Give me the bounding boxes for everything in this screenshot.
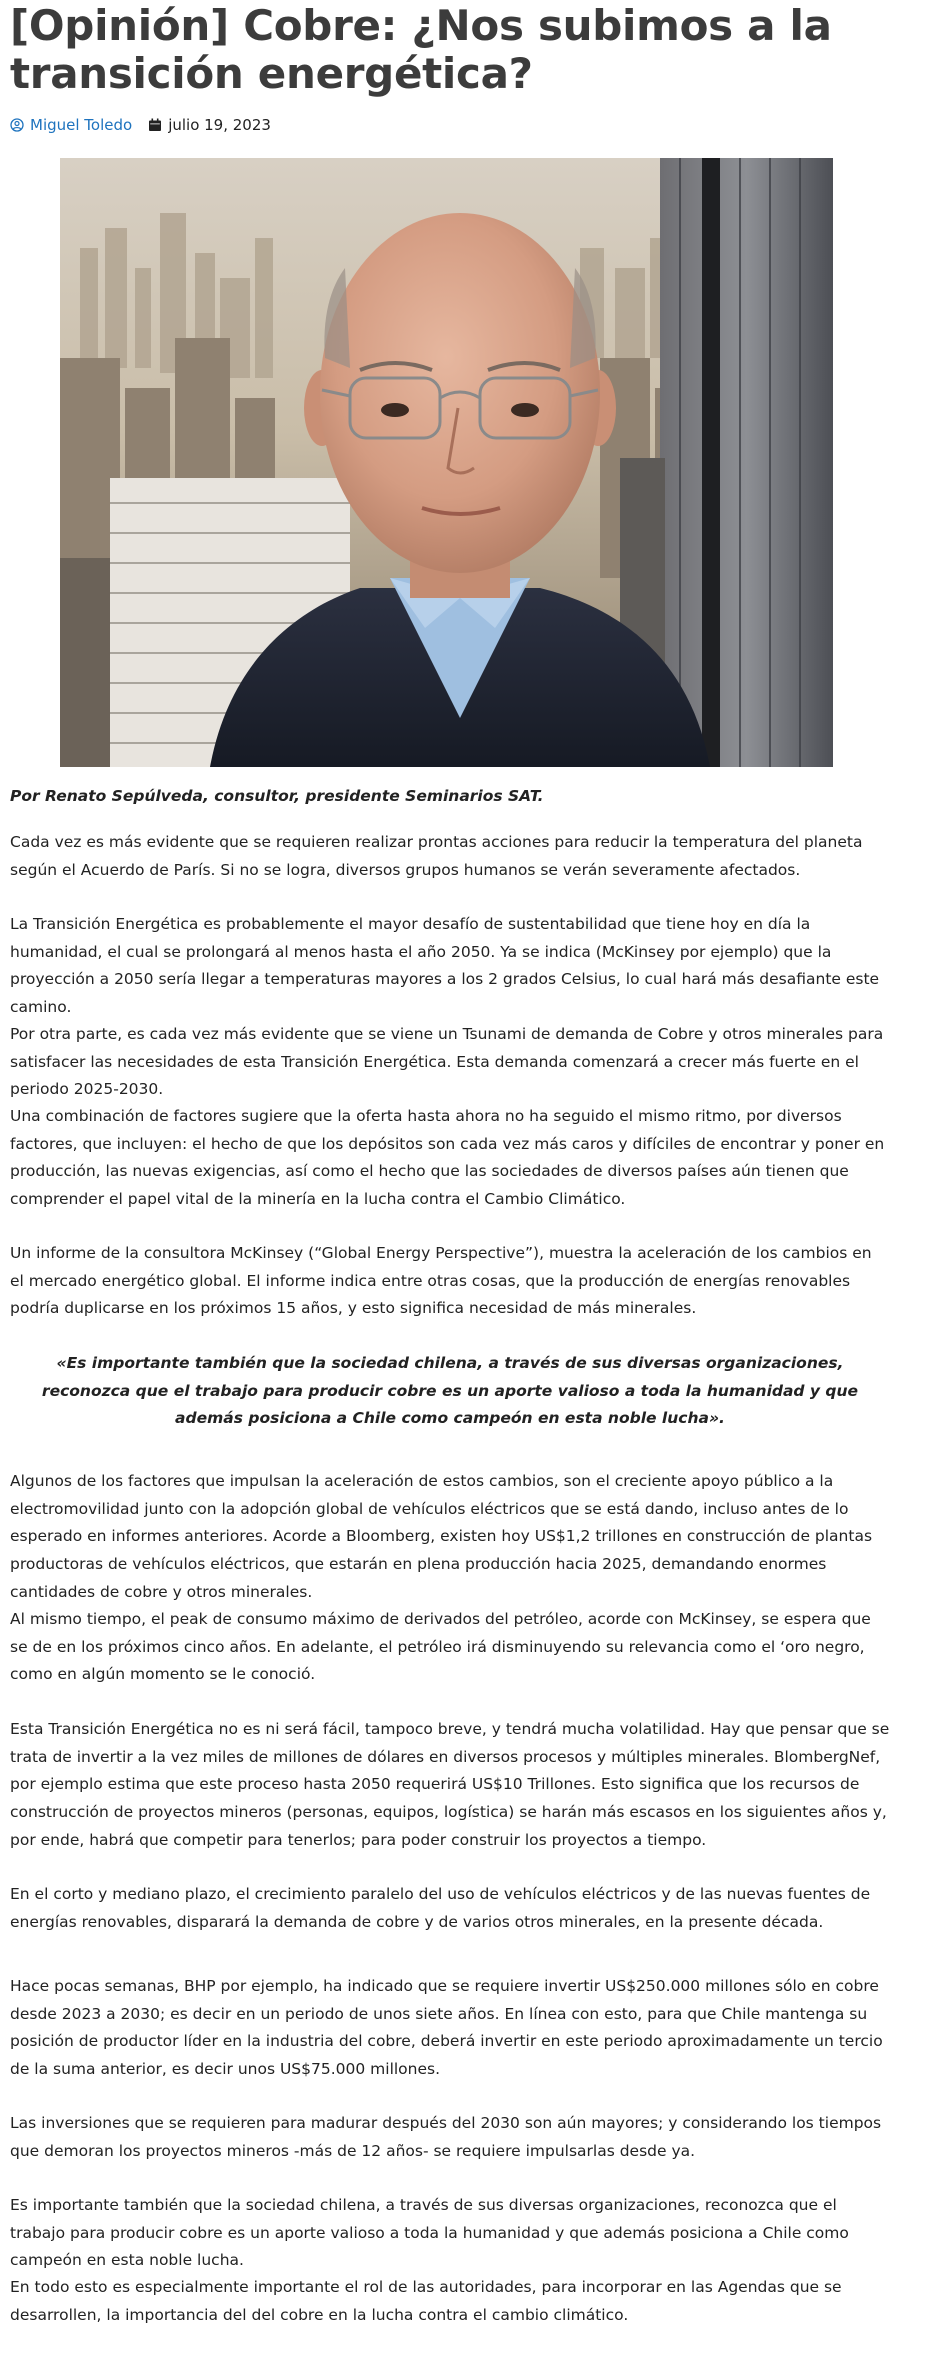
paragraph-8: Esta Transición Energética no es ni será fácil, tampoco breve, y tendrá mucha volatilidad. Hay que pensar que se trata de invertir a la vez miles de millones de dólares en diversos procesos y múltiples minerales. BlombergNef, por ejemplo estima que este proceso hasta 2050 requerirá US$10 Trillones. Esto significa que los recursos de construcción de proyectos mineros (personas, equipos, logística) se harán más escasos en los siguientes años y, por ende, habrá que competir para tenerlos; para poder construir los proyectos a tiempo. xyxy=(10,1720,890,1849)
article-meta xyxy=(10,114,271,136)
article-byline: Por Renato Sepúlveda, consultor, presidente Seminarios SAT. xyxy=(10,787,544,805)
paragraph-7: Al mismo tiempo, el peak de consumo máximo de derivados del petróleo, acorde con McKinsey, se espera que se de en los próximos cinco años. En adelante, el petróleo irá disminuyendo su relevancia como el ‘oro negro, como en algún momento se le conoció. xyxy=(10,1610,871,1684)
author-link[interactable] xyxy=(10,114,132,136)
paragraph-5: Un informe de la consultora McKinsey (“Global Energy Perspective”), muestra la aceleración de los cambios en el mercado energético global. El informe indica entre otras cosas, que la producción de energías renovables podría duplicarse en los próximos 15 años, y esto significa necesidad de más minerales. xyxy=(10,1244,872,1318)
paragraph-9: En el corto y mediano plazo, el crecimiento paralelo del uso de vehículos eléctricos y de las nuevas fuentes de energías renovables, disparará la demanda de cobre y de varios otros minerales, en la presente década. xyxy=(10,1885,871,1931)
paragraph-10: Hace pocas semanas, BHP por ejemplo, ha indicado que se requiere invertir US$250.000 millones sólo en cobre desde 2023 a 2030; es decir en un periodo de unos siete años. En línea con esto, para que Chile mantenga su posición de productor líder en la industria del cobre, deberá invertir en este periodo aproximadamente un tercio de la suma anterior, es decir unos US$75.000 millones. xyxy=(10,1977,883,2079)
calendar-icon xyxy=(148,118,162,132)
post-date xyxy=(148,114,271,136)
user-circle-icon xyxy=(10,118,24,132)
article-title: [Opinión] Cobre: ¿Nos subimos a la transición energética? xyxy=(10,1,832,98)
paragraph-4: Una combinación de factores sugiere que la oferta hasta ahora no ha seguido el mismo ritmo, por diversos factores, que incluyen: el hecho de que los depósitos son cada vez más caros y difíciles de encontrar y poner en producción, las nuevas exigencias, así como el hecho que las sociedades de diversos países aún tienen que comprender el papel vital de la minería en la lucha contra el Cambio Climático. xyxy=(10,1107,885,1209)
paragraph-6: Algunos de los factores que impulsan la aceleración de estos cambios, son el creciente apoyo público a la electromovilidad junto con la adopción global de vehículos eléctricos que se está dando, incluso antes de lo esperado en informes anteriores. Acorde a Bloomberg, existen hoy US$1,2 trillones en construcción de plantas productoras de vehículos eléctricos, que estarán en plena producción hacia 2025, demandando enormes cantidades de cobre y otros minerales. xyxy=(10,1472,873,1601)
paragraph-11: Las inversiones que se requieren para madurar después del 2030 son aún mayores; y considerando los tiempos que demoran los proyectos mineros -más de 12 años- se requiere impulsarlas desde ya. xyxy=(10,2114,882,2160)
post-date-text: julio 19, 2023 xyxy=(168,116,271,134)
paragraph-12: Es importante también que la sociedad chilena, a través de sus diversas organizaciones, reconozca que el trabajo para producir cobre es un aporte valioso a toda la humanidad y que además posiciona a Chile como campeón en esta noble lucha. xyxy=(10,2196,849,2270)
paragraph-13: En todo esto es especialmente importante el rol de las autoridades, para incorporar en las Agendas que se desarrollen, la importancia del del cobre en la lucha contra el cambio climático. xyxy=(10,2278,842,2324)
paragraph-2: La Transición Energética es probablemente el mayor desafío de sustentabilidad que tiene hoy en día la humanidad, el cual se prolongará al menos hasta el año 2050. Ya se indica (McKinsey por ejemplo) que la proyección a 2050 sería llegar a temperaturas mayores a los 2 grados Celsius, lo cual hará más desafiante este camino. xyxy=(10,915,880,1017)
paragraph-3: Por otra parte, es cada vez más evidente que se viene un Tsunami de demanda de Cobre y otros minerales para satisfacer las necesidades de esta Transición Energética. Esta demanda comenzará a crecer más fuerte en el periodo 2025-2030. xyxy=(10,1025,884,1099)
author-name: Miguel Toledo xyxy=(30,116,133,134)
author-portrait-photo xyxy=(60,158,833,767)
paragraph-1: Cada vez es más evidente que se requieren realizar prontas acciones para reducir la temperatura del planeta según el Acuerdo de París. Si no se logra, diversos grupos humanos se verán severamente afectados. xyxy=(10,833,863,879)
pull-quote: «Es importante también que la sociedad chilena, a través de sus diversas organizaciones, reconozca que el trabajo para producir cobre es un aporte valioso a toda la humanidad y que además posiciona a Chile como campeón en esta noble lucha». xyxy=(41,1354,859,1428)
